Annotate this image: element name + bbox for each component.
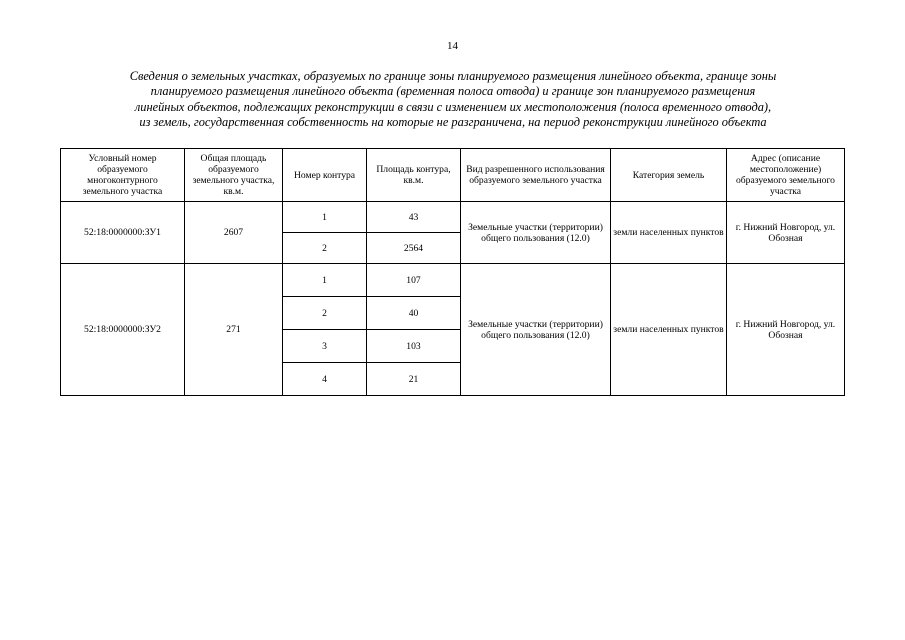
parcel-total-area: 2607 <box>185 202 283 264</box>
permitted-use: Земельные участки (территории) общего пользования (12.0) <box>461 202 611 264</box>
parcel-address: г. Нижний Новгород, ул. Обозная <box>727 202 845 264</box>
land-parcels-table <box>60 148 845 396</box>
title-line: из земель, государственная собственность на которые не разграничена, на период реконструкции линейного объекта <box>139 114 767 129</box>
contour-area: 43 <box>367 202 461 233</box>
document-title <box>58 69 848 130</box>
contour-area: 2564 <box>367 233 461 264</box>
permitted-use: Земельные участки (территории) общего пользования (12.0) <box>461 264 611 396</box>
header-contour-area: Площадь контура, кв.м. <box>367 149 461 202</box>
contour-number: 1 <box>283 264 367 297</box>
parcel-id: 52:18:0000000:ЗУ2 <box>61 264 185 396</box>
page-number: 14 <box>447 40 458 52</box>
table-row <box>61 202 845 233</box>
contour-area: 107 <box>367 264 461 297</box>
contour-number: 4 <box>283 363 367 396</box>
contour-number: 2 <box>283 233 367 264</box>
parcel-id: 52:18:0000000:ЗУ1 <box>61 202 185 264</box>
contour-area: 40 <box>367 297 461 330</box>
contour-number: 2 <box>283 297 367 330</box>
land-category: земли населенных пунктов <box>611 202 727 264</box>
parcel-total-area: 271 <box>185 264 283 396</box>
header-permitted-use: Вид разрешенного использования образуемого земельного участка <box>461 149 611 202</box>
contour-number: 3 <box>283 330 367 363</box>
parcel-address: г. Нижний Новгород, ул. Обозная <box>727 264 845 396</box>
header-parcel-id: Условный номер образуемого многоконтурного земельного участка <box>61 149 185 202</box>
title-line: линейных объектов, подлежащих реконструкции в связи с изменением их местоположения (полоса временного отвода), <box>134 99 772 114</box>
header-address: Адрес (описание местоположение) образуемого земельного участка <box>727 149 845 202</box>
title-line: Сведения о земельных участках, образуемых по границе зоны планируемого размещения линейного объекта, границе зоны <box>129 69 777 83</box>
contour-number: 1 <box>283 202 367 233</box>
header-land-category: Категория земель <box>611 149 727 202</box>
table-row <box>61 264 845 297</box>
title-line: планируемого размещения линейного объекта (временная полоса отвода) и границе зон планируемого размещения <box>150 84 756 99</box>
contour-area: 103 <box>367 330 461 363</box>
contour-area: 21 <box>367 363 461 396</box>
land-category: земли населенных пунктов <box>611 264 727 396</box>
header-contour-number: Номер контура <box>283 149 367 202</box>
table-header-row <box>61 149 845 202</box>
header-total-area: Общая площадь образуемого земельного участка, кв.м. <box>185 149 283 202</box>
